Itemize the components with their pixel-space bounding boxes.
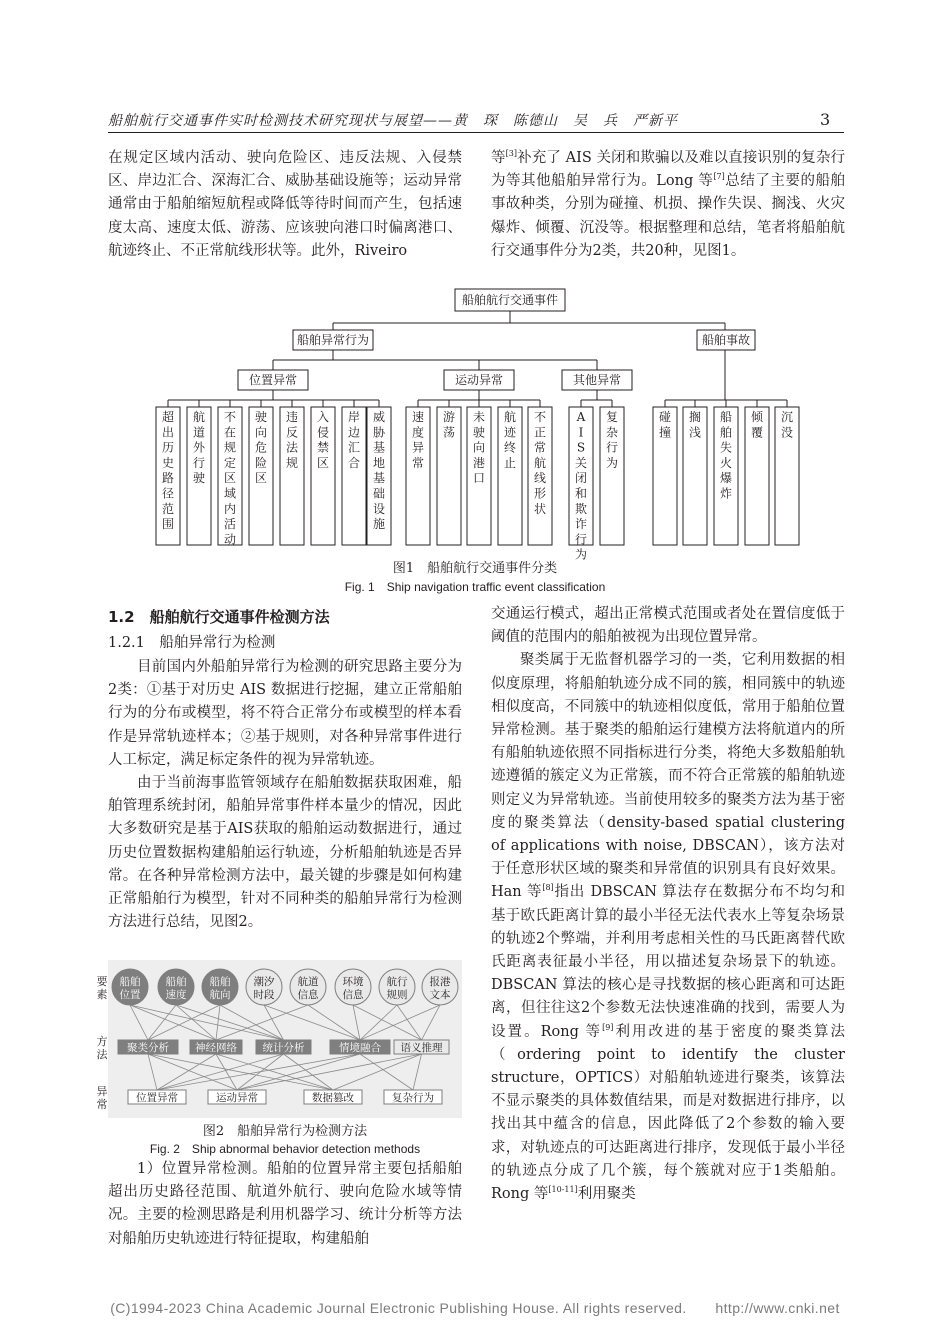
fig1-leaf-label: 沉没 <box>780 410 794 440</box>
fig1-leaf-label: 超出历史路径范围 <box>161 410 175 532</box>
paragraph: 由于当前海事监管领域存在船舶数据获取困难，船舶管理系统封闭，船舶异常事件样本量少的情况，因此大多数研究是基于AIS获取的船舶运动数据进行，通过历史位置数据构建船舶运行轨迹，分析船舶轨迹是否异常。在各种异常检测方法中，最关键的步骤是如何构建正常船舶行为模型，针对不同种类的船舶异常行为检测方法进行总结，见图2。 <box>108 775 462 931</box>
fig1-leaf-label: 未驶向港口 <box>472 410 486 486</box>
citation: [7] <box>713 172 725 182</box>
figure2-caption-en: Fig. 2 Ship abnormal behavior detection methods <box>149 1142 421 1156</box>
subsection-heading: 1.2.1 船舶异常行为检测 <box>108 635 276 651</box>
figure1-caption-en: Fig. 1 Ship navigation traffic event classification <box>344 580 606 594</box>
fig2-method-label: 语义推理 <box>400 1042 443 1054</box>
fig1-leaf-label: 复杂行为 <box>605 410 619 470</box>
copyright-footer: (C)1994-2023 China Academic Journal Electronic Publishing House. All rights reserved. http://www.cnki.net <box>110 1300 840 1316</box>
text-run: 总结了主要的船舶事故种类，分别为碰撞、机损、操作失误、搁浅、火灾爆炸、倾覆、沉没等。根据整理和总结，笔者将船舶航行交通事件分为2类，共20种，见图1。 <box>491 173 845 259</box>
fig2-anomaly-label: 复杂行为 <box>392 1092 434 1104</box>
fig1-leaf-label: A I S 关闭和欺诈行为 <box>574 410 588 562</box>
citation: [10-11] <box>548 1185 578 1195</box>
fig2-row-label: 方法 <box>96 1035 108 1061</box>
fig2-element-label: 环境信息 <box>342 976 364 1001</box>
citation: [9] <box>602 1022 614 1032</box>
left-bottom <box>108 1158 462 1251</box>
fig1-leaf-label: 搁浅 <box>688 410 702 440</box>
paragraph: 1）位置异常检测。船舶的位置异常主要包括船舶超出历史路径范围、航道外航行、驶向危险水域等情况。主要的检测思路是利用机器学习、统计分析等方法对船舶历史轨迹进行特征提取，构建船舶 <box>108 1161 462 1247</box>
fig1-l2-position: 位置异常 <box>248 373 298 387</box>
fig2-element-label: 潮汐时段 <box>253 976 275 1001</box>
paragraph: 交通运行模式，超出正常模式范围或者处在置信度低于阈值的范围内的船舶被视为出现位置异常。 <box>491 606 845 646</box>
fig2-anomaly-label: 运动异常 <box>216 1092 258 1104</box>
text-run: 等 <box>491 150 506 166</box>
fig2-element-label: 航行规则 <box>386 976 408 1001</box>
left-top-text: 在规定区域内活动、驶向危险区、违反法规、入侵禁区、岸边汇合、深海汇合、威胁基础设施等；运动异常通常由于船舶缩短航程或降低等待时间而产生，包括速度太高、速度太低、游荡、应该驶向港口时偏离港口、航迹终止、不正常航线形状等。此外，Riveiro <box>108 150 462 259</box>
paragraph: 目前国内外船舶异常行为检测的研究思路主要分为2类：①基于对历史 AIS 数据进行挖掘，建立正常船舶行为的分布或模型，将不符合正常分布或模型的样本看作是异常轨迹样本；②基于规则，对各种异常事件进行人工标定，满足标定条件的视为异常轨迹。 <box>108 659 462 768</box>
fig1-leaf-label: 入侵禁区 <box>316 410 330 470</box>
fig1-leaf-label: 驶向危险区 <box>254 410 268 486</box>
fig2-element-label: 航道信息 <box>297 976 319 1001</box>
text-run: 利用聚类 <box>577 1186 636 1203</box>
fig2-element-label: 船舶速度 <box>165 976 187 1001</box>
fig1-leaf-label: 速度异常 <box>411 410 425 470</box>
figure1-diagram <box>0 0 950 600</box>
fig2-element-label: 报港文本 <box>429 976 451 1001</box>
fig1-leaf-label: 航迹终止 <box>503 410 517 470</box>
figure2-diagram <box>96 960 462 1118</box>
fig2-row-label: 要素 <box>96 975 108 1001</box>
page-number: 3 <box>820 110 831 129</box>
fig2-anomaly-label: 位置异常 <box>136 1092 178 1104</box>
fig2-method-label: 情境融合 <box>339 1042 381 1054</box>
right-body <box>491 603 845 1206</box>
section-heading: 1.2 船舶航行交通事件检测方法 <box>108 608 330 626</box>
text-run: 指出 DBSCAN 算法存在数据分布不均匀和基于欧氏距离计算的最小半径无法代表水上等复杂场景的轨迹2个弊端，并利用考虑相关性的马氏距离替代欧氏距离表征最小半径，用以描述复杂场景下的轨迹。DBSCAN 算法的核心是寻找数据的核心距离和可达距离，但往往这2个参数无法快速准确的找到，需要人为设置。Rong 等 <box>491 884 845 1040</box>
figure2-caption-cn: 图2 船舶异常行为检测方法 <box>202 1124 368 1139</box>
fig2-method-label: 统计分析 <box>262 1042 305 1054</box>
fig2-method-label: 聚类分析 <box>127 1042 169 1054</box>
fig1-leaf-label: 船舶失火爆炸 <box>719 410 733 501</box>
left-body <box>108 656 462 934</box>
fig2-row-label: 异常 <box>96 1085 108 1111</box>
fig1-l2-motion: 运动异常 <box>454 373 504 387</box>
citation: [3] <box>505 149 517 159</box>
fig1-leaf-label: 岸边汇合 <box>347 410 361 470</box>
fig1-leaf-label: 游荡 <box>442 410 456 440</box>
fig2-element-label: 船舶位置 <box>119 976 141 1001</box>
paragraph <box>491 649 845 1206</box>
running-header: 船舶航行交通事件实时检测技术研究现状与展望——黄 琛 陈德山 吴 兵 严新平 <box>108 113 678 129</box>
fig1-leaf-label: 碰撞 <box>658 410 672 440</box>
fig2-anomaly-label: 数据篡改 <box>312 1092 354 1104</box>
fig1-leaf-label: 航道外行驶 <box>192 410 206 486</box>
figure1-caption-cn: 图1 船舶航行交通事件分类 <box>392 561 558 576</box>
fig1-root-label: 船舶航行交通事件 <box>461 293 559 307</box>
fig2-element-label: 船舶航向 <box>209 976 231 1001</box>
text-run: 利用改进的基于密度的聚类算法（ordering point to identify the cluster structure，OPTICS）对船舶轨迹进行聚类，该算法不显示聚类的具体数值结果，而是对数据进行排序，以找出其中蕴含的信息，因此降低了2个参数的输入要求，对轨迹点的可达距离进行排序，发现低于最小半径的轨迹点分成了几个簇，每个簇就对应于1类船舶。Rong 等 <box>491 1023 845 1203</box>
text-run: 聚类属于无监督机器学习的一类，它利用数据的相似度原理，将船舶轨迹分成不同的簇，相同簇中的轨迹相似度高，不同簇中的轨迹相似度低，常用于船舶位置异常检测。基于聚类的船舶运行建模方法将航道内的所有船舶轨迹依照不同指标进行分类，将绝大多数船舶轨迹遵循的簇定义为正常簇，而不符合正常簇的船舶轨迹则定义为异常轨迹。当前使用较多的聚类方法为基于密度的聚类算法（density-based spatial clustering of applications with noise, DBSCAN），该方法对于任意形状区域的聚类和异常值的识别具有良好效果。Han 等 <box>491 652 845 901</box>
fig1-l1-accident: 船舶事故 <box>701 333 751 347</box>
fig1-l2-other: 其他异常 <box>572 373 622 387</box>
fig1-l1-abnormal: 船舶异常行为 <box>296 333 370 347</box>
fig1-leaf-label: 不在规定区域内活动 <box>223 410 237 547</box>
text-run: 补充了 AIS 关闭和欺骗以及难以直接识别的复杂行为等其他船舶异常行为。Long 等 <box>491 150 845 190</box>
fig1-leaf-label: 倾覆 <box>750 410 764 440</box>
fig1-leaf-label: 威胁基地基础设施 <box>372 410 386 532</box>
fig2-method-label: 神经网络 <box>195 1042 237 1054</box>
fig1-leaf-label: 违反法规 <box>285 410 299 470</box>
fig1-leaf-label: 不正常航线形状 <box>533 410 547 516</box>
citation: [8] <box>542 883 554 893</box>
